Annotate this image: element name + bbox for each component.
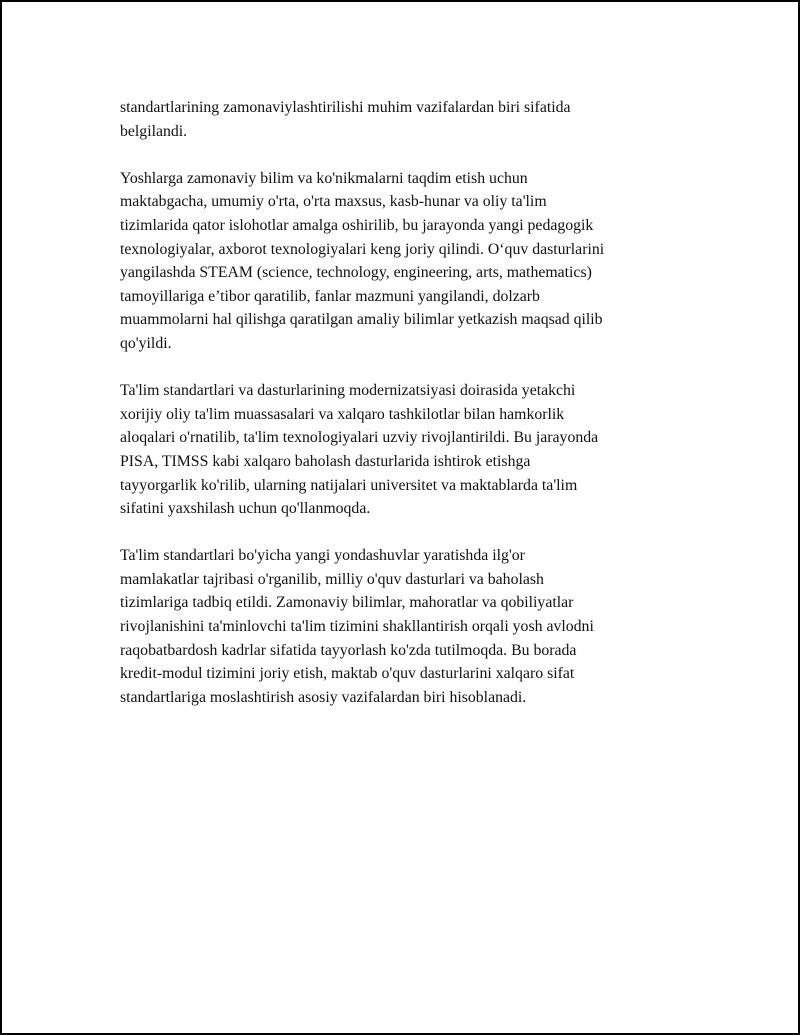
- text-line: tamoyillariga e’tibor qaratilib, fanlar mazmuni yangilandi, dolzarb: [120, 287, 540, 305]
- paragraph-1: [120, 96, 695, 143]
- paragraph-4: [120, 544, 695, 709]
- text-line: standartlariga moslashtirish asosiy vazifalardan biri hisoblanadi.: [120, 688, 527, 706]
- text-line: sifatini yaxshilash uchun qo'llanmoqda.: [120, 500, 371, 518]
- text-line: maktabgacha, umumiy o'rta, o'rta maxsus, kasb-hunar va oliy ta'lim: [120, 193, 547, 211]
- paragraph-2: [120, 167, 695, 356]
- text-line: texnologiyalar, axborot texnologiyalari keng joriy qilindi. O‘quv dasturlarini: [120, 240, 605, 258]
- text-line: belgilandi.: [120, 122, 188, 140]
- paragraph-3: [120, 379, 695, 521]
- text-line: mamlakatlar tajribasi o'rganilib, milliy o'quv dasturlari va baholash: [120, 570, 544, 588]
- text-line: Ta'lim standartlari va dasturlarining modernizatsiyasi doirasida yetakchi: [120, 382, 576, 400]
- text-line: kredit-modul tizimini joriy etish, maktab o'quv dasturlarini xalqaro sifat: [120, 665, 575, 683]
- text-line: tizimlarida qator islohotlar amalga oshirilib, bu jarayonda yangi pedagogik: [120, 216, 594, 234]
- text-line: PISA, TIMSS kabi xalqaro baholash dasturlarida ishtirok etishga: [120, 452, 531, 470]
- text-line: tayyorgarlik ko'rilib, ularning natijalari universitet va maktablarda ta'lim: [120, 476, 578, 494]
- text-line: raqobatbardosh kadrlar sifatida tayyorlash ko'zda tutilmoqda. Bu borada: [120, 641, 577, 659]
- body-text: [120, 96, 695, 733]
- text-line: muammolarni hal qilishga qaratilgan amaliy bilimlar yetkazish maqsad qilib: [120, 311, 603, 329]
- text-line: Ta'lim standartlari bo'yicha yangi yondashuvlar yaratishda ilg'or: [120, 547, 525, 565]
- text-line: Yoshlarga zamonaviy bilim va ko'nikmalarni taqdim etish uchun: [120, 169, 528, 187]
- text-line: yangilashda STEAM (science, technology, engineering, arts, mathematics): [120, 264, 592, 282]
- text-line: standartlarining zamonaviylashtirilishi muhim vazifalardan biri sifatida: [120, 99, 571, 116]
- text-line: tizimlariga tadbiq etildi. Zamonaviy bilimlar, mahoratlar va qobiliyatlar: [120, 594, 574, 612]
- text-line: rivojlanishini ta'minlovchi ta'lim tizimini shakllantirish orqali yosh avlodni: [120, 618, 594, 636]
- text-line: xorijiy oliy ta'lim muassasalari va xalqaro tashkilotlar bilan hamkorlik: [120, 405, 565, 423]
- text-line: aloqalari o'rnatilib, ta'lim texnologiyalari uzviy rivojlantirildi. Bu jarayonda: [120, 429, 599, 447]
- text-line: qo'yildi.: [120, 334, 172, 352]
